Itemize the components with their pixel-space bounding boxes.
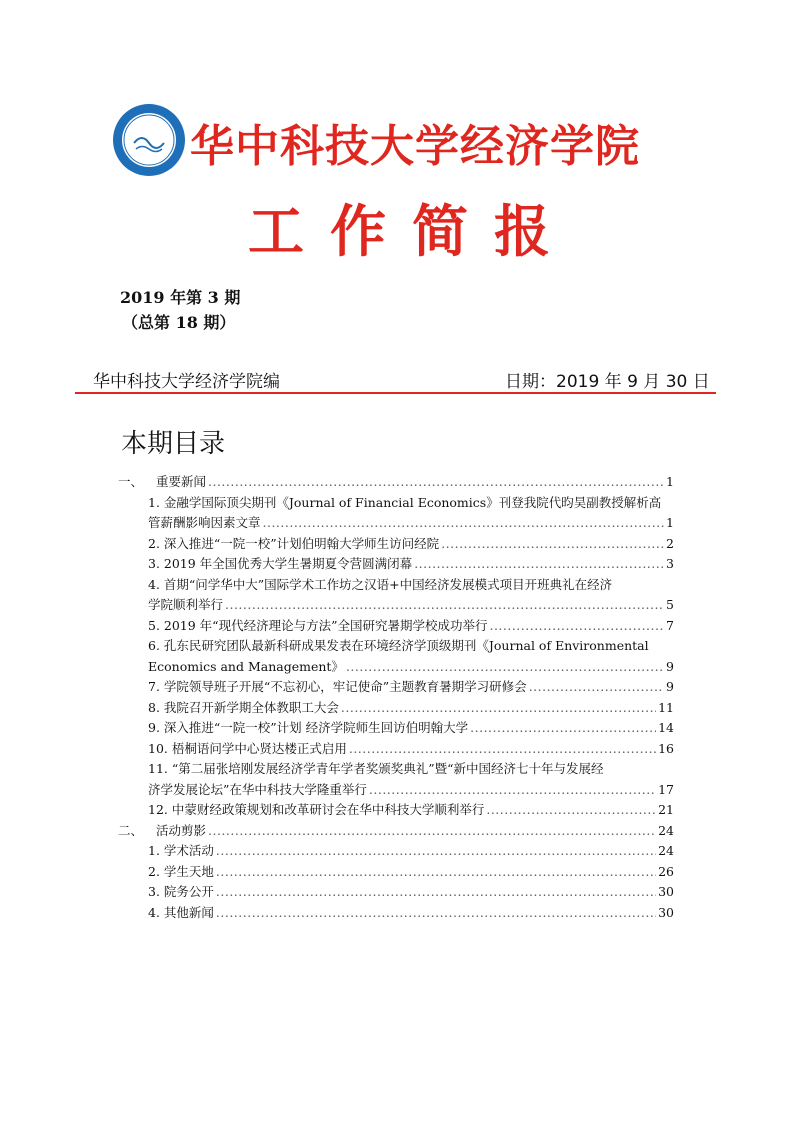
toc-leader-dots [441, 534, 664, 555]
toc-entry-text: 3. 院务公开 [148, 884, 214, 899]
toc-page-number: 7 [666, 617, 674, 633]
toc-entry-row[interactable] [118, 718, 674, 739]
toc-page-number: 2 [666, 535, 674, 551]
toc-entry-row[interactable] [118, 657, 674, 678]
toc-page-number: 9 [666, 679, 674, 694]
toc-entry-row[interactable] [118, 513, 674, 534]
toc-entry-text: 5. 2019 年“现代经济理论与方法”全国研究暑期学校成功举行 [148, 617, 488, 633]
school-name: 华中科技大学经济学院 [190, 121, 640, 172]
issue-total: （总第 18 期） [122, 313, 236, 332]
toc-entry-text: 2. 深入推进“一院一校”计划伯明翰大学师生访问经院 [148, 535, 440, 551]
toc-leader-dots [216, 903, 656, 924]
toc-section-label: 活动剪影 [156, 822, 207, 838]
toc-entry-text: 1. 学术活动 [148, 843, 214, 858]
toc-leader-dots [369, 780, 656, 801]
toc-section-row[interactable] [118, 821, 674, 842]
toc-leader-dots [486, 800, 656, 821]
toc-entry-text: 7. 学院领导班子开展“不忘初心，牢记使命”主题教育暑期学习研修会 [148, 679, 527, 694]
toc-entry-row[interactable] [118, 698, 674, 719]
toc-section-number: 一、 [118, 474, 144, 489]
toc-entry-line: 4. 首期“问学华中大”国际学术工作坊之汉语+中国经济发展模式项目开班典礼在经济 [148, 576, 613, 592]
toc-entry-row[interactable] [118, 903, 674, 924]
toc-section-row[interactable] [118, 472, 674, 493]
toc-leader-dots [346, 657, 664, 678]
toc-page-number: 16 [658, 740, 674, 756]
toc-leader-dots [414, 554, 664, 575]
editor-line: 华中科技大学经济学院编 [93, 372, 280, 392]
toc-leader-dots [349, 739, 656, 760]
toc-page-number: 30 [658, 904, 674, 920]
toc-entry-text: Economics and Management》 [148, 658, 344, 674]
toc-entry-row[interactable] [118, 554, 674, 575]
toc-leader-dots [208, 821, 656, 842]
toc-entry-row[interactable] [118, 780, 674, 801]
toc-title: 本期目录 [121, 429, 226, 459]
toc-entry-row[interactable] [118, 841, 674, 862]
toc-page-number: 9 [666, 658, 674, 674]
toc-entry-text: 3. 2019 年全国优秀大学生暑期夏令营圆满闭幕 [148, 556, 413, 571]
toc-leader-dots [216, 841, 656, 862]
toc-entry-row[interactable] [118, 677, 674, 698]
toc-entry-row[interactable] [118, 595, 674, 616]
toc-entry-line: 11. “第二届张培刚发展经济学青年学者奖颁奖典礼”暨“新中国经济七十年与发展经 [148, 761, 604, 776]
toc-entry-row[interactable] [118, 862, 674, 883]
toc-page-number: 1 [666, 515, 674, 530]
toc-entry-text: 管薪酬影响因素文章 [148, 515, 261, 530]
toc-leader-dots [263, 513, 665, 534]
toc-leader-dots [216, 882, 656, 903]
toc-entry-text: 8. 我院召开新学期全体教职工大会 [148, 699, 339, 715]
toc-entry-text: 12. 中蒙财经政策规划和改革研讨会在华中科技大学顺利举行 [148, 802, 485, 817]
toc-entry-text: 4. 其他新闻 [148, 904, 214, 920]
toc-entry-text: 2. 学生天地 [148, 863, 214, 879]
toc-page-number: 5 [666, 597, 674, 612]
toc-page-number: 11 [658, 699, 674, 715]
toc-page-number: 17 [658, 781, 674, 797]
school-emblem-icon [112, 103, 186, 177]
toc-page-number: 24 [658, 843, 674, 858]
toc-entry-line: 6. 孔东民研究团队最新科研成果发表在环境经济学顶级期刊《Journal of Environmental [148, 638, 649, 653]
toc-page-number: 14 [658, 720, 674, 735]
toc-section-label: 重要新闻 [156, 474, 207, 489]
toc-leader-dots [489, 616, 664, 637]
toc-page-number: 26 [658, 863, 674, 879]
report-title: 工作简报 [248, 200, 576, 265]
toc-leader-dots [529, 677, 664, 698]
toc-entry-row[interactable] [118, 882, 674, 903]
toc-entry-line: 1. 金融学国际顶尖期刊《Journal of Financial Economics》刊登我院代昀昊副教授解析高 [148, 494, 662, 510]
header-rule [75, 392, 716, 394]
toc-section-number: 二、 [118, 822, 144, 838]
toc-leader-dots [216, 862, 656, 883]
toc-entry-row[interactable] [118, 616, 674, 637]
toc-entry-row[interactable] [118, 534, 674, 555]
toc-page-number: 21 [658, 802, 674, 817]
toc-leader-dots [208, 472, 664, 493]
toc-page-number: 24 [658, 822, 674, 838]
toc-entry-text: 学院顺利举行 [148, 597, 224, 612]
toc-entry-text: 10. 梧桐语问学中心贤达楼正式启用 [148, 740, 347, 756]
toc-leader-dots [470, 718, 656, 739]
toc-entry-text: 济学发展论坛”在华中科技大学隆重举行 [148, 781, 367, 797]
toc-entry-text: 9. 深入推进“一院一校”计划 经济学院师生回访伯明翰大学 [148, 720, 469, 735]
toc-entry-row[interactable] [118, 800, 674, 821]
toc-page-number: 1 [666, 474, 674, 489]
issue-number: 2019 年第 3 期 [120, 288, 241, 307]
toc-entry-row[interactable] [118, 739, 674, 760]
publish-date: 日期：2019 年 9 月 30 日 [505, 372, 710, 392]
toc-leader-dots [341, 698, 656, 719]
toc-page-number: 30 [658, 884, 674, 899]
toc-page-number: 3 [666, 556, 674, 571]
table-of-contents [118, 472, 674, 923]
toc-leader-dots [225, 595, 664, 616]
